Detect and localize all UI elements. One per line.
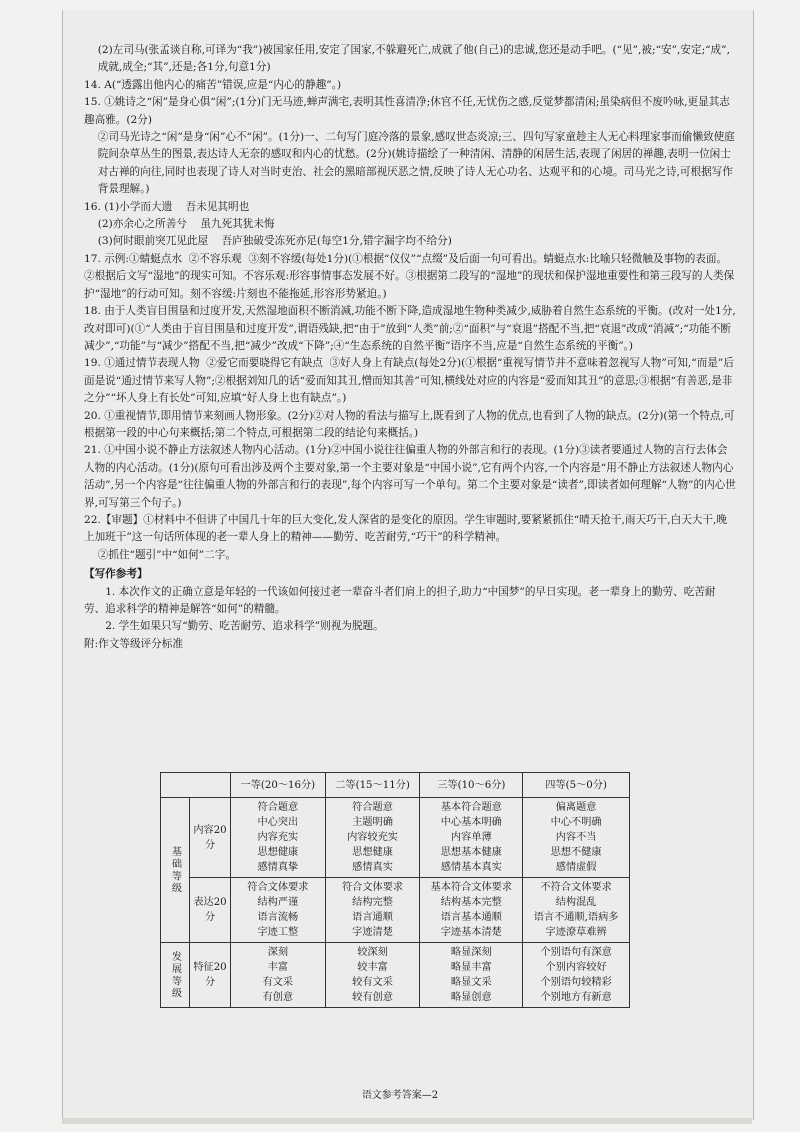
writing-reference-p2: 2. 学生如果只写“勤劳、吃苦耐劳、追求科学”则视为脱题。 xyxy=(105,620,384,633)
grade-criterion: 符合文体要求 xyxy=(341,882,404,893)
ans-15-2: ②司马光诗之“闲”是身“闲”心不“闲”。(1分)一、二句写门庭冷落的景象,感叹世态炎凉;三、四句写家童趁主人无心料理家事而偷懒致使庭院间杂草丛生的图景,表达诗人无奈的感叹和内心的忧愁。(2分)(姚诗描绘了一种清闲、清静的闲居生活,表现了闲居的禅趣,表明一位闲士对古禅的向往,同时也表现了诗人对当时吏治、社会的黑暗部视厌恶之情,反映了诗人无心功名、达观平和的心境。司马光之诗,可根据写作背景理解。) xyxy=(97,131,735,196)
grade-criterion: 感情虚假 xyxy=(555,862,597,873)
grade-cell xyxy=(325,943,420,1008)
ans-16-2: (2)亦余心之所善兮 虽九死其犹未悔 xyxy=(97,218,275,231)
ans-16-3: (3)何时眼前突兀见此屋 吾庐独破受冻死亦足(每空1分,错字漏字均不给分) xyxy=(97,235,452,248)
grade-criterion: 略显深刻 xyxy=(450,947,492,958)
grade-criterion: 中心不明确 xyxy=(550,817,602,828)
grading-row-expression xyxy=(161,878,630,943)
grade-criterion: 内容不当 xyxy=(555,832,597,843)
ans-17: 17. 示例:①蜻蜓点水 ②不容乐观 ③刻不容缓(每处1分)(①根据“仪仪”“点缀”及后面一句可看出。蜻蜓点水:比喻只轻微触及事物的表面。②根据后文写“湿地”的现实可知。不容乐观:形容事情事态发展不好。③根据第二段写的“湿地”的现状和保护湿地重要性和第三段写的人类保护“湿地”的行动可知。刻不容缓:片刻也不能拖延,形容形势紧迫。) xyxy=(84,252,735,300)
grade-criterion: 语言通顺 xyxy=(352,912,393,923)
grade-criterion: 主题明确 xyxy=(352,817,393,828)
grade-criterion: 基本符合题意 xyxy=(440,802,502,813)
grade-cell xyxy=(231,798,326,878)
grade-criterion: 有创意 xyxy=(262,992,294,1003)
grade-criterion: 略显丰富 xyxy=(450,962,492,973)
grade-criterion: 略显文采 xyxy=(450,977,492,988)
grade-criterion: 内容单薄 xyxy=(450,832,492,843)
ans-15-1: 15. ①姚诗之“闲”是身心俱“闲”;(1分)门无马迹,蝉声满宅,表明其性喜清净;休官不任,无忧伤之感,反觉梦都清闲;虽染病但不废吟咏,更显其志趣高雅。(2分) xyxy=(84,96,730,126)
ans-21: 21. ①中国小说不静止方法叙述人物内心活动。(1分)②中国小说往往偏重人物的外部言和行的表现。(1分)③读者要通过人物的言行去体会人物的内心活动。(1分)(原句可看出涉及两个主要对象,第一个主要对象是“中国小说”,它有两个内容,一个内容是“用不静止方法叙述人物内心活动”,另一个内容是“往往偏重人物的外部言和行的表现”,每个内容可写一个单句。第二个主要对象是“读者”,即读者如何理解“人物”的内心世界,可写第三个句子。) xyxy=(84,444,736,509)
ans-13-2: (2)左司马(张孟谈自称,可译为“我”)被国家任用,安定了国家,不躲避死亡,成就了他(自己)的忠诚,您还是动手吧。(“见”,被;“安”,安定;“成”,成就,成全;“其”,还是;各1分,句意1分) xyxy=(97,44,730,74)
grade-criterion: 结构混乱 xyxy=(555,897,597,908)
grade-cell xyxy=(231,878,326,943)
grade-criterion: 个别内容较好 xyxy=(545,962,607,973)
grade-criterion: 思想健康 xyxy=(257,847,299,858)
grade-criterion: 感情真挚 xyxy=(257,862,299,873)
grade-criterion: 较深刻 xyxy=(357,947,388,958)
writing-reference-p1: 1. 本次作文的正确立意是年轻的一代该如何接过老一辈奋斗者们肩上的担子,助力“中国梦”的早日实现。老一辈身上的勤劳、吃苦耐劳、追求科学的精神是解答“如何”的精髓。 xyxy=(84,585,716,615)
grade-cell xyxy=(231,943,326,1008)
grade-criterion: 偏离题意 xyxy=(555,802,597,813)
grade-criterion: 符合题意 xyxy=(352,802,393,813)
grade-criterion: 中心基本明确 xyxy=(440,817,502,828)
row-label-feature: 特征20分 xyxy=(190,943,231,1008)
grade-cell xyxy=(420,878,523,943)
grade-criterion: 思想不健康 xyxy=(550,847,602,858)
grading-row-content xyxy=(161,798,630,878)
grade-header-2: 二等(15～11分) xyxy=(325,773,420,798)
grade-criterion: 感情基本真实 xyxy=(440,862,502,873)
group-develop-label: 发展等级 xyxy=(161,943,190,1008)
grade-criterion: 结构基本完整 xyxy=(440,897,502,908)
answer-list xyxy=(84,42,736,564)
grade-criterion: 思想基本健康 xyxy=(440,847,502,858)
grade-cell xyxy=(523,943,630,1008)
grade-cell xyxy=(325,798,420,878)
answer-content xyxy=(84,42,736,653)
grade-criterion: 字迹工整 xyxy=(257,927,299,938)
page-fold-shadow xyxy=(62,1118,752,1124)
grade-criterion: 丰富 xyxy=(267,962,289,973)
grade-cell xyxy=(325,878,420,943)
ans-14: 14. A(“透露出他内心的痛苦”错误,应是“内心的静趣”。) xyxy=(84,78,342,91)
ans-18: 18. 由于人类盲目围垦和过度开发,天然湿地面积不断消减,功能不断下降,造成湿地生物种类减少,威胁着自然生态系统的平衡。(改对一处1分,改对即可)(①“人类由于盲目围垦和过度开发”,谓语残缺,把“由于”放到“人类”前;②“面积”与“衰退”搭配不当,把“衰退”改成“消减”;“功能不断减少”,“功能”与“减少”搭配不当,把“减少”改成“下降”;④“生态系统的自然平衡”语序不当,应是“自然生态系统的平衡”。) xyxy=(84,305,736,352)
grade-criterion: 结构严谨 xyxy=(257,897,299,908)
grade-criterion: 语言基本通顺 xyxy=(440,912,502,923)
ans-16-1: 16. (1)小学而大遗 吾未见其明也 xyxy=(84,200,250,213)
grade-criterion: 符合题意 xyxy=(257,802,299,813)
grade-cell xyxy=(523,798,630,878)
grade-header-1: 一等(20～16分) xyxy=(231,773,326,798)
row-label-expression: 表达20分 xyxy=(190,878,231,943)
grade-criterion: 符合文体要求 xyxy=(247,882,309,893)
ans-22-1: 22.【审题】①材料中不但讲了中国几十年的巨大变化,发人深省的是变化的原因。学生审题时,要紧紧抓住“晴天抢干,雨天巧干,白天大干,晚上加班干”这一句话所体现的老一辈人身上的精神——勤劳、吃苦耐劳,“巧干”的科学精神。 xyxy=(84,513,727,544)
writing-reference-heading: 【写作参考】 xyxy=(84,568,148,581)
grade-cell xyxy=(420,943,523,1008)
grading-table-caption: 附:作文等级评分标准 xyxy=(84,637,183,650)
grade-criterion: 基本符合文体要求 xyxy=(430,882,513,893)
grade-header-3: 三等(10～6分) xyxy=(420,773,523,798)
grade-criterion: 深刻 xyxy=(267,947,289,958)
grade-criterion: 思想健康 xyxy=(352,847,393,858)
grade-criterion: 内容较充实 xyxy=(347,832,398,843)
grade-criterion: 结构完整 xyxy=(352,897,393,908)
grade-criterion: 较丰富 xyxy=(357,962,388,973)
grading-row-feature xyxy=(161,943,630,1008)
grade-criterion: 语言流畅 xyxy=(257,912,299,923)
grade-criterion: 字迹基本清楚 xyxy=(440,927,502,938)
page-footer: 语文参考答案—2 xyxy=(361,1090,439,1101)
ans-19: 19. ①通过情节表现人物 ②爱它而要晓得它有缺点 ③好人身上有缺点(每处2分)(①根据“重视写情节并不意味着忽视写人物”可知,“而是”后面是说“通过情节来写人物”;②根据刘知几的话“爱而知其丑,憎而知其善”可知,横线处对应的内容是“爱而知其丑”的意思;③根据“有善恶,是非之分”“坏人身上有长处”可知,应填“好人身上也有缺点”。) xyxy=(84,357,734,405)
grade-criterion: 字迹潦草难辨 xyxy=(545,927,607,938)
grade-criterion: 较有文采 xyxy=(352,977,393,988)
ans-22-2: ②抓住“题引”中“如何”二字。 xyxy=(97,548,236,561)
essay-grading-table xyxy=(160,772,630,1008)
grade-criterion: 语言不通顺,语病多 xyxy=(533,912,619,923)
grade-criterion: 个别语句有深意 xyxy=(540,947,612,958)
row-label-content: 内容20分 xyxy=(190,798,231,878)
grade-criterion: 较有创意 xyxy=(352,992,393,1003)
grade-criterion: 个别语句较精彩 xyxy=(540,977,612,988)
group-basic-label: 基础等级 xyxy=(161,798,190,943)
grading-header-corner xyxy=(161,773,231,798)
grade-criterion: 字迹清楚 xyxy=(352,927,393,938)
grade-criterion: 中心突出 xyxy=(257,817,299,828)
grading-header-row xyxy=(161,773,630,798)
grade-cell xyxy=(420,798,523,878)
grade-cell xyxy=(523,878,630,943)
grade-criterion: 个别地方有新意 xyxy=(540,992,612,1003)
ans-20: 20. ①重视情节,即用情节来刻画人物形象。(2分)②对人物的看法与描写上,既看到了人物的优点,也看到了人物的缺点。(2分)(第一个特点,可根据第一段的中心句来概括;第二个特点,可根据第二段的结论句来概括。) xyxy=(84,409,735,439)
grade-criterion: 略显创意 xyxy=(450,992,492,1003)
grade-criterion: 感情真实 xyxy=(352,862,393,873)
grade-criterion: 有文采 xyxy=(262,977,294,988)
grade-criterion: 内容充实 xyxy=(257,832,299,843)
grade-criterion: 不符合文体要求 xyxy=(540,882,612,893)
grade-header-4: 四等(5～0分) xyxy=(523,773,630,798)
